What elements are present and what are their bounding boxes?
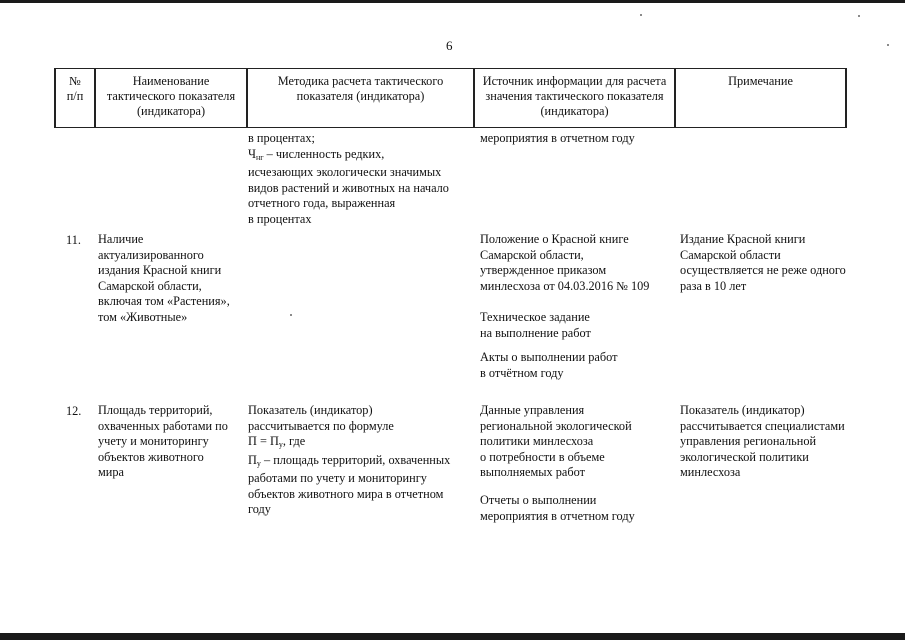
- row-source: Техническое задание на выполнение работ: [480, 310, 591, 340]
- row-name: Площадь территорий, охваченных работами по учету и мониторингу объектов животного мира: [98, 403, 228, 479]
- scan-edge-bottom: [0, 633, 905, 640]
- scan-speck: [290, 314, 292, 316]
- continuation-source: мероприятия в отчетном году: [480, 131, 635, 145]
- row-number: 11.: [66, 233, 81, 247]
- row-name: Наличие актуализированного издания Красной книги Самарской области, включая том «Растения», том «Животные»: [98, 232, 230, 324]
- row-source: Отчеты о выполнении мероприятия в отчетном году: [480, 493, 635, 523]
- row-number: 12.: [66, 404, 82, 418]
- header-number: № п/п: [66, 74, 84, 103]
- scan-speck: [858, 15, 860, 17]
- row-source: Данные управления региональной экологической политики минлесхоза о потребности в объеме выполняемых работ: [480, 403, 632, 479]
- page-number: 6: [446, 38, 453, 53]
- scan-speck: [640, 14, 642, 16]
- header-methodology: Методика расчета тактического показателя (индикатора): [277, 74, 444, 103]
- row-source: Положение о Красной книге Самарской области, утвержденное приказом минлесхоза от 04.03.2016 № 109: [480, 232, 650, 293]
- header-note: Примечание: [728, 74, 793, 88]
- row-source: Акты о выполнении работ в отчётном году: [480, 350, 618, 380]
- header-name: Наименование тактического показателя (индикатора): [106, 74, 236, 118]
- scan-speck: [887, 44, 889, 46]
- row-note: Показатель (индикатор) рассчитывается специалистами управления региональной экологической политики минлесхоза: [680, 403, 845, 479]
- scan-edge-top: [0, 0, 905, 3]
- continuation-methodology: в процентах; $Ч_{нг}$ – численность редких, исчезающих экологически значимых видов растений и животных на начало отчетного года, выраженная в процентах: [248, 131, 449, 226]
- row-note: Издание Красной книги Самарской области осуществляется не реже одного раза в 10 лет: [680, 232, 846, 293]
- row-methodology: Показатель (индикатор) рассчитывается по формуле $П = П_у$, где $П_у$ – площадь территорий, охваченных работами по учету и мониторингу объектов животного мира в отчетном году: [248, 403, 451, 516]
- column-divider: [845, 68, 847, 128]
- header-source: Источник информации для расчета значения тактического показателя (индикатора): [482, 74, 667, 118]
